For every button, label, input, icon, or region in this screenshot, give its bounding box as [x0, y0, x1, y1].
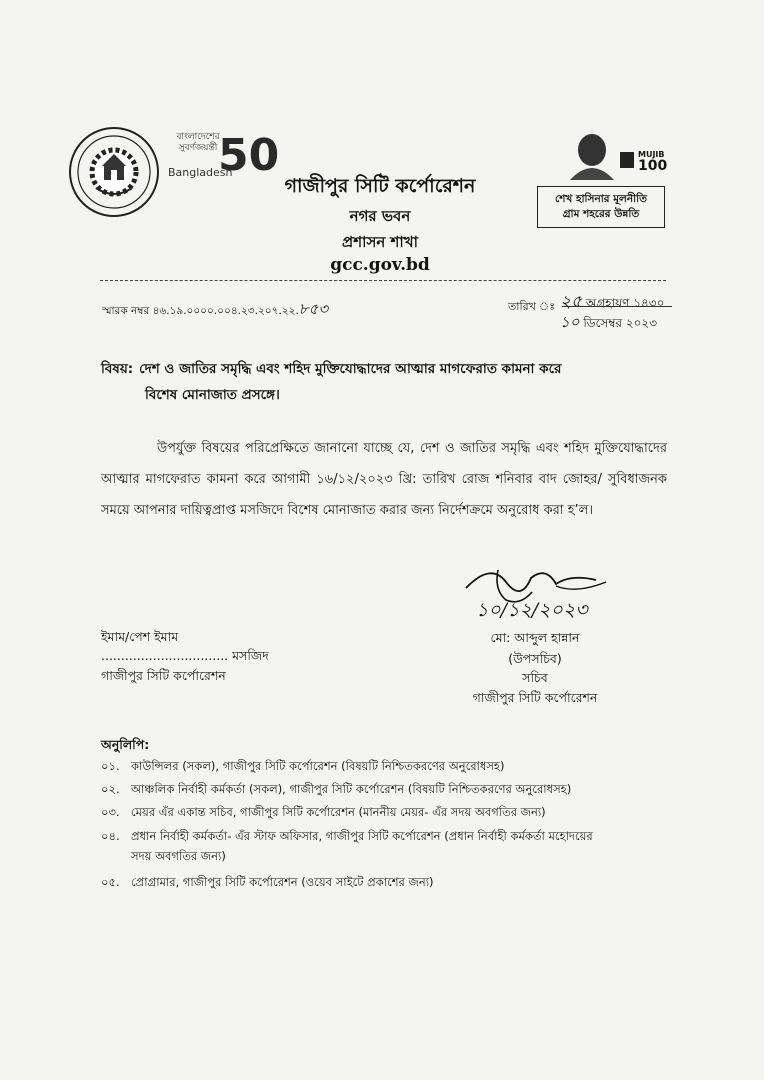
org-name: গাজীপুর সিটি কর্পোরেশন — [284, 175, 476, 197]
addressee-line3: গাজীপুর সিটি কর্পোরেশন — [101, 668, 226, 683]
slogan-line1: শেখ হাসিনার মূলনীতি — [554, 193, 648, 205]
date-label: তারিখ ঃ — [508, 300, 556, 313]
branch-name: প্রশাসন শাখা — [342, 233, 418, 251]
signatory-name: মো: আব্দুল হান্নান — [490, 630, 580, 645]
copy-text: আঞ্চলিক নির্বাহী কর্মকর্তা (সকল), গাজীপুর সিটি কর্পোরেশন (বিষয়টি নিশ্চিতকরণের অনুরোধসহ) — [131, 782, 572, 796]
body-paragraph: উপর্যুক্ত বিষয়ের পরিপ্রেক্ষিতে জানানো যাচ্ছে যে, দেশ ও জাতির সমৃদ্ধি এবং শহিদ মুক্তিযোদ্ধাদের আত্মার মাগফেরাত কামনা করে আগামী ১৬/১২/২০২৩ খ্রি: তারিখ রোজ শনিবার বাদ জোহর/ সুবিধাজনক সময়ে আপনার দায়িত্বপ্রাপ্ত মসজিদে বিশেষ মোনাজাত করার জন্য নির্দেশক্রমে অনুরোধ করা হ’ল। — [101, 441, 667, 518]
copy-text: কাউন্সিলর (সকল), গাজীপুর সিটি কর্পোরেশন (বিষয়টি নিশ্চিতকরণের অনুরোধসহ) — [131, 759, 505, 773]
date-bn-day: ২৫ — [560, 292, 583, 312]
signature-date: ১০/১২/২০২৩ — [476, 599, 588, 621]
mujib-100-logo — [560, 130, 680, 180]
memo-handwritten: ৮৫৩ — [298, 300, 329, 318]
copies-heading: অনুলিপি: — [101, 737, 150, 752]
signatory-org: গাজীপুর সিটি কর্পোরেশন — [472, 690, 598, 705]
date-en-month: ডিসেম্বর ২০২৩ — [583, 316, 658, 330]
jubilee-number: 50 — [218, 130, 280, 181]
slogan-line2: গ্রাম শহরের উন্নতি — [562, 208, 640, 220]
mujib-number: 100 — [638, 158, 668, 174]
copy-item — [101, 802, 681, 822]
copy-text: প্রোগ্রামার, গাজীপুর সিটি কর্পোরেশন (ওয়েব সাইটে প্রকাশের জন্য) — [131, 875, 434, 889]
copy-number: ০১. — [101, 759, 120, 773]
handwritten-signature — [436, 560, 646, 630]
addressee-line2: ................................ মসজিদ — [101, 648, 269, 663]
date-divider — [562, 306, 672, 307]
subject-label: বিষয়: — [101, 361, 134, 377]
slogan-box — [537, 186, 665, 228]
date-en-day: ১০ — [560, 313, 580, 331]
copy-number: ০৫. — [101, 875, 120, 889]
subject-line1: দেশ ও জাতির সমৃদ্ধি এবং শহিদ মুক্তিযোদ্ধাদের আত্মার মাগফেরাত কামনা করে — [139, 361, 562, 377]
mujib-text: MUJIB — [638, 150, 665, 159]
copy-item — [101, 756, 681, 776]
signatory-role: সচিব — [522, 670, 548, 685]
jubilee-en: Bangladesh — [168, 166, 233, 179]
date-english — [560, 311, 657, 336]
copy-number: ০৩. — [101, 805, 120, 819]
memo-label: স্মারক নম্বর ৪৬.১৯.০০০০.০০৪.২৩.২০৭.২২. — [102, 305, 299, 317]
date-bn-month: অগ্রহায়ণ ১৪৩০ — [585, 296, 665, 310]
copy-item — [101, 872, 681, 892]
jubilee-line2: সুবর্ণজয়ন্তী — [178, 143, 218, 153]
signatory-designation: (উপসচিব) — [508, 651, 562, 666]
memo-number — [102, 298, 328, 323]
copy-item — [101, 779, 681, 799]
copy-item — [101, 826, 681, 866]
subject-line2: বিশেষ মোনাজাত প্রসঙ্গে। — [145, 387, 280, 403]
golden-jubilee-logo — [168, 128, 280, 194]
addressee-line1: ইমাম/পেশ ইমাম — [101, 629, 179, 644]
copy-number: ০২. — [101, 782, 120, 796]
header-divider — [100, 280, 666, 281]
copy-text: মেয়র এঁর একান্ত সচিব, গাজীপুর সিটি কর্পোরেশন (মাননীয় মেয়র- এঁর সদয় অবগতির জন্য) — [131, 805, 546, 819]
building-name: নগর ভবন — [349, 207, 411, 225]
website: gcc.gov.bd — [330, 255, 430, 275]
subject — [101, 356, 667, 408]
jubilee-line1: বাংলাদেশের — [176, 132, 220, 142]
gcc-logo — [68, 126, 160, 218]
copy-text-cont: সদয় অবগতির জন্য) — [131, 849, 226, 863]
copy-number: ০৪. — [101, 829, 120, 843]
copy-text: প্রধান নির্বাহী কর্মকর্তা- এঁর স্টাফ অফিসার, গাজীপুর সিটি কর্পোরেশন (প্রধান নির্বাহী কর্মকর্তা মহোদয়ের — [131, 829, 593, 843]
